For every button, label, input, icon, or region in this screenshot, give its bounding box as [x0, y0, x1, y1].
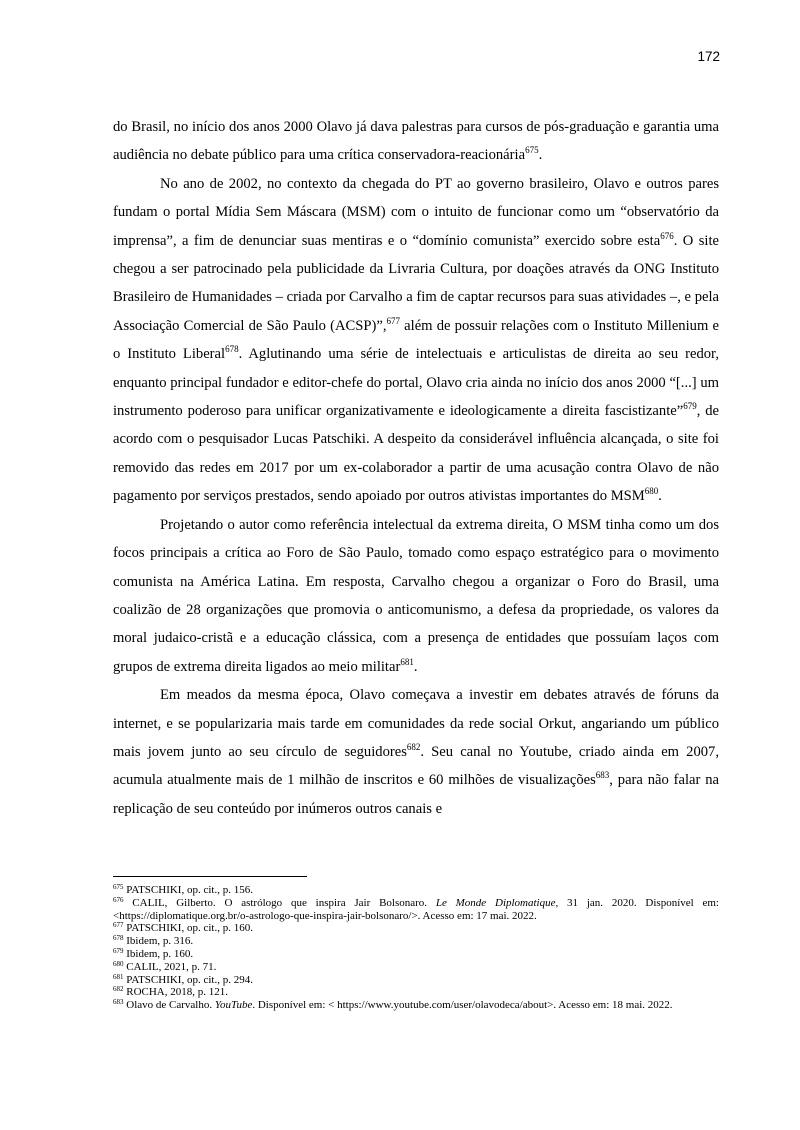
italic-text: Le Monde Diplomatique,	[435, 896, 559, 909]
footnote-ref: 681	[113, 972, 124, 981]
text-run: 31 jan. 2020. Disponível em: <https://diplomatique.org.br/o-astrologo-que-inspira-jair-bolsonaro/>. Acesso em: 17 mai. 2022.	[113, 896, 719, 922]
footnote-ref: 675	[113, 883, 124, 891]
text-run: PATSCHIKI, op. cit., p. 294.	[123, 973, 253, 986]
footnote	[113, 884, 719, 897]
footnotes	[113, 884, 719, 1012]
footnote-ref: 679	[683, 401, 697, 412]
footnote-ref: 676	[660, 230, 674, 241]
footnote-ref: 683	[113, 998, 124, 1007]
footnote	[113, 935, 719, 948]
paragraph	[113, 113, 719, 170]
text-run: além de possuir relações com o Instituto Millenium e o Instituto Liberal	[113, 317, 719, 363]
text-run: PATSCHIKI, op. cit., p. 156.	[123, 884, 253, 896]
footnote-ref: 681	[400, 656, 414, 667]
text-run: .	[538, 147, 543, 164]
footnote-ref: 680	[113, 959, 124, 968]
footnote-separator	[113, 876, 307, 877]
text-run: Olavo de Carvalho.	[123, 999, 215, 1012]
footnote-ref: 675	[525, 145, 539, 156]
text-run: .	[413, 658, 418, 675]
footnote-ref: 677	[386, 315, 400, 326]
footnote	[113, 922, 719, 935]
text-run: do Brasil, no início dos anos 2000 Olavo já dava palestras para cursos de pós-graduação e garantia uma audiência no debate público para uma crítica conservadora-reacionária	[113, 119, 719, 164]
footnote-ref: 680	[644, 486, 659, 497]
text-run: . Aglutinando uma série de intelectuais e articulistas de direita ao seu redor, enquanto principal fundador e editor-chefe do portal, Olavo cria ainda no início dos anos 2000 “[...] um instrumento poderoso para unificar organizativamente e ideologicamente a direita fascistizante”	[113, 346, 719, 420]
text-run: No ano de 2002, no contexto da chegada do PT ao governo brasileiro, Olavo e outros pares fundam o portal Mídia Sem Máscara (MSM) com o intuito de funcionar como um “observatório da imprensa”, a fim de denunciar suas mentiras e o “domínio comunista” exercido sobre esta	[113, 175, 719, 249]
text-run: . O site chegou a ser patrocinado pela publicidade da Livraria Cultura, por doações através da ONG Instituto Brasileiro de Humanidades – criada por Carvalho a fim de captar recursos para suas atividades –, e pela Associação Comercial de São Paulo (ACSP)”,	[113, 232, 719, 334]
text-run: . Disponível em: < https://www.youtube.com/user/olavodeca/about>. Acesso em: 18 mai. 2022.	[252, 999, 673, 1012]
footnote	[113, 961, 719, 974]
paragraph	[113, 681, 719, 823]
footnote	[113, 897, 719, 923]
text-run: Ibidem, p. 316.	[123, 935, 194, 948]
text-run: Projetando o autor como referência intelectual da extrema direita, O MSM tinha como um dos focos principais a crítica ao Foro de São Paulo, tomado como espaço estratégico para o movimento comunista na América Latina. Em resposta, Carvalho chegou a organizar o Foro do Brasil, uma coalizão de 28 organizações que promovia o anticomunismo, a defesa da propriedade, os valores da moral judaico-cristã e a educação clássica, com a presença de entidades que possuíam laços com grupos de extrema direita ligados ao meio militar	[113, 516, 719, 675]
paragraph	[113, 170, 719, 511]
text-run: . Seu canal no Youtube, criado ainda em 2007, acumula atualmente mais de 1 milhão de inscritos e 60 milhões de visualizações	[113, 743, 719, 789]
footnote-ref: 676	[113, 895, 124, 904]
text-run: , de acordo com o pesquisador Lucas Patschiki. A despeito da considerável influência alcançada, o site foi removido das redes em 2017 por um ex-colaborador a partir de uma acusação contra Olavo de não pagamento por serviços prestados, sendo apoiado por outros ativistas importantes do MSM	[113, 403, 719, 505]
footnote	[113, 999, 719, 1012]
text-run: CALIL, Gilberto. O astrólogo que inspira Jair Bolsonaro.	[123, 896, 436, 909]
text-run: .	[658, 488, 662, 505]
footnote	[113, 986, 719, 999]
text-run: PATSCHIKI, op. cit., p. 160.	[123, 922, 253, 935]
footnote-ref: 682	[113, 985, 124, 994]
body-text	[113, 113, 719, 823]
footnote-ref: 683	[595, 770, 610, 781]
footnote	[113, 974, 719, 987]
footnote-ref: 678	[113, 934, 124, 943]
page-number: 172	[697, 49, 720, 64]
footnote-ref: 678	[225, 344, 239, 355]
text-run: CALIL, 2021, p. 71.	[123, 960, 217, 973]
text-run: ROCHA, 2018, p. 121.	[123, 986, 229, 999]
footnote	[113, 948, 719, 961]
paragraph	[113, 511, 719, 681]
text-run: , para não falar na replicação de seu conteúdo por inúmeros outros canais e	[113, 772, 719, 817]
footnote-ref: 682	[406, 741, 421, 752]
text-run: Em meados da mesma época, Olavo começava a investir em debates através de fóruns da internet, e se popularizaria mais tarde em comunidades da rede social Orkut, angariando um público mais jovem junto ao seu círculo de seguidores	[113, 687, 719, 760]
italic-text: YouTube	[214, 999, 253, 1012]
footnote-ref: 677	[113, 921, 124, 930]
text-run: Ibidem, p. 160.	[123, 947, 194, 960]
footnote-ref: 679	[113, 946, 124, 955]
